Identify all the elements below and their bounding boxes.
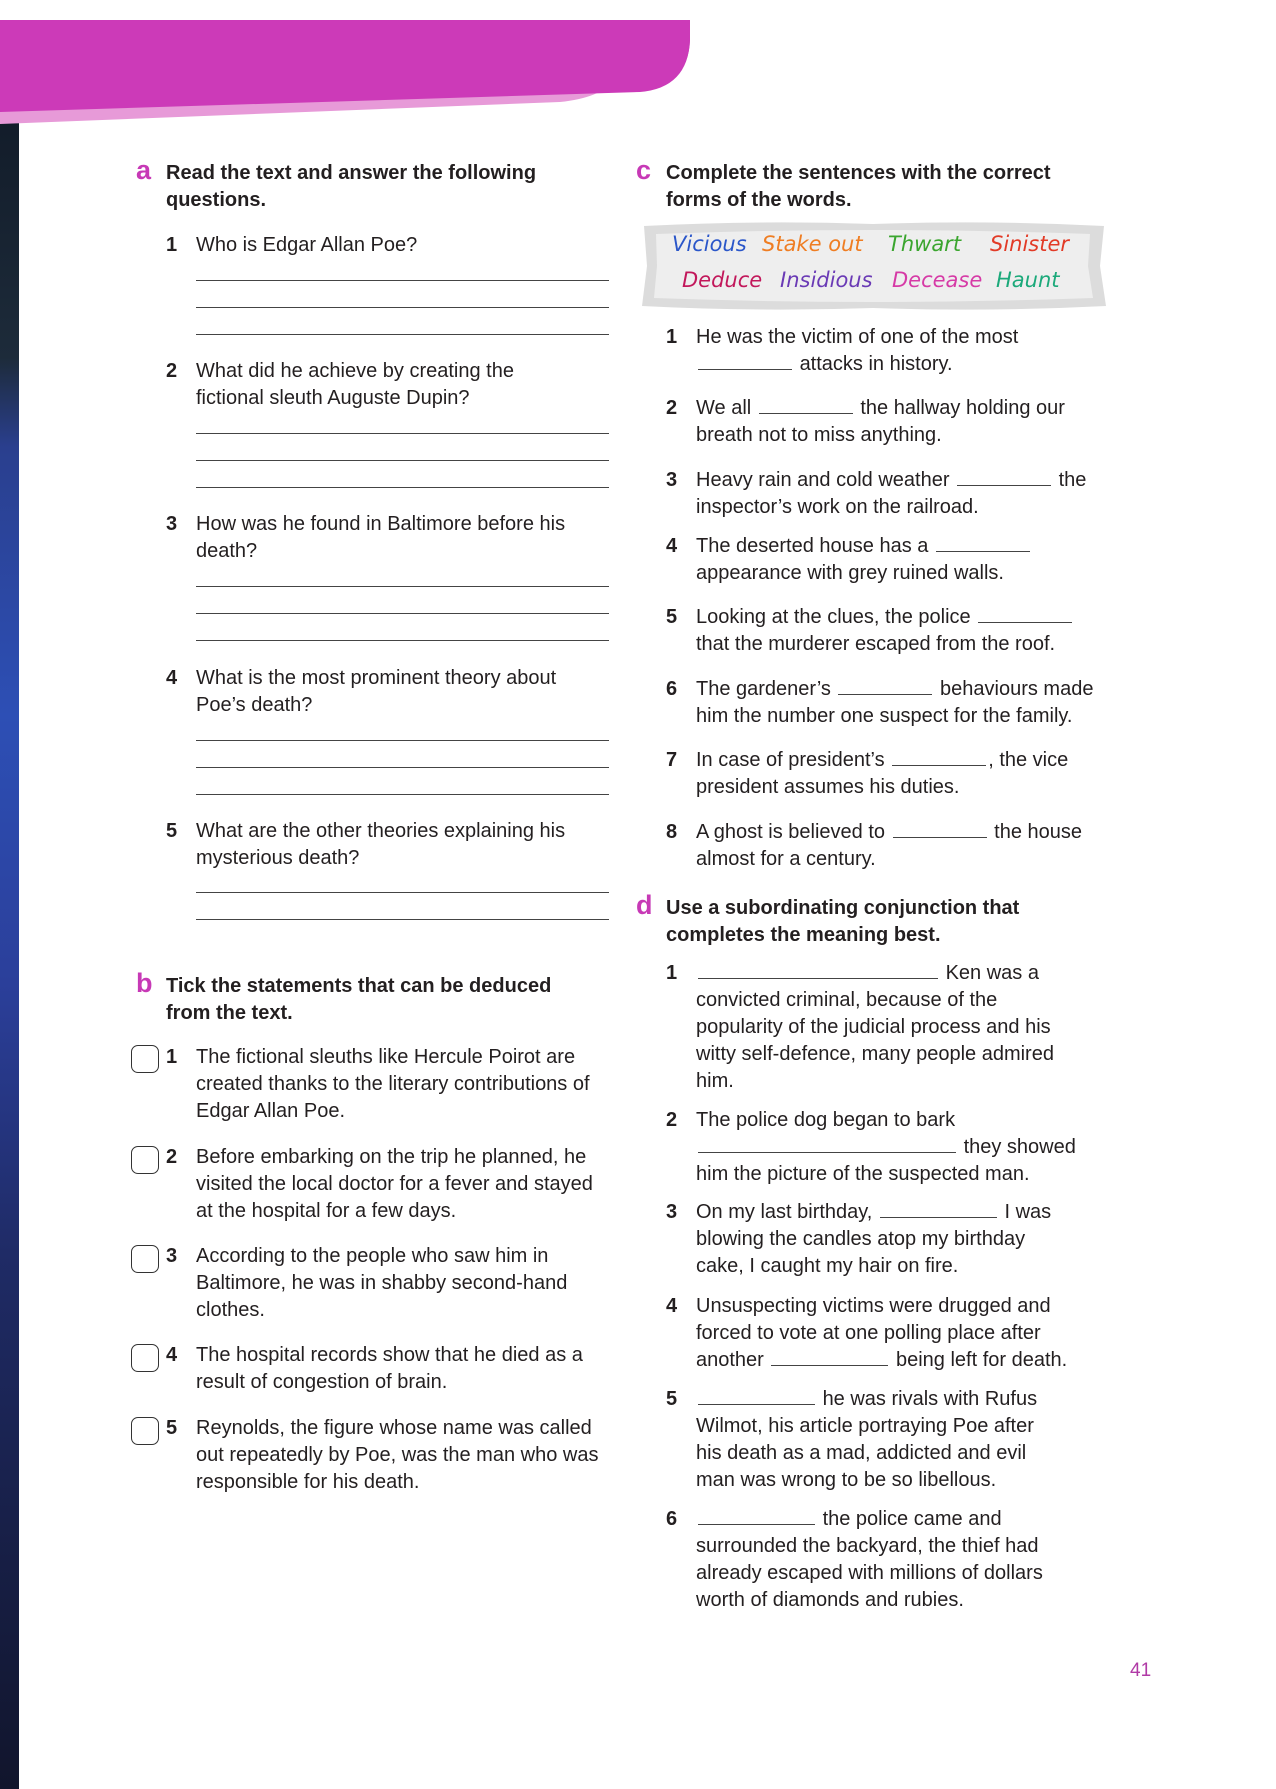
section-d-instruction: Use a subordinating conjunction that completes the meaning best. <box>666 897 1020 946</box>
section-d-letter: d <box>636 890 653 920</box>
answer-line[interactable] <box>196 586 609 587</box>
answer-line[interactable] <box>196 280 609 281</box>
section-a-heading <box>136 155 596 214</box>
tick-checkbox-2[interactable] <box>131 1146 159 1174</box>
answer-line[interactable] <box>196 487 609 488</box>
section-c-heading <box>636 155 1106 214</box>
fill-blank[interactable] <box>759 395 853 414</box>
left-edge-image-strip <box>0 0 19 1789</box>
fill-blank[interactable] <box>893 819 987 838</box>
section-b-instruction: Tick the statements that can be deduced from the text. <box>166 975 552 1024</box>
word-insidious: Insidious <box>780 268 873 292</box>
section-b-heading <box>136 968 596 1027</box>
answer-line[interactable] <box>196 740 609 741</box>
fill-blank[interactable] <box>936 533 1030 552</box>
answer-line[interactable] <box>196 640 609 641</box>
tick-checkbox-4[interactable] <box>131 1344 159 1372</box>
word-stake-out: Stake out <box>762 232 863 256</box>
fill-blank[interactable] <box>838 676 932 695</box>
tick-checkbox-5[interactable] <box>131 1417 159 1445</box>
section-a-letter: a <box>136 155 152 185</box>
section-d-heading <box>636 890 1106 949</box>
fill-blank[interactable] <box>880 1199 997 1218</box>
answer-line[interactable] <box>196 794 609 795</box>
fill-blank[interactable] <box>978 604 1072 623</box>
answer-line[interactable] <box>196 433 609 434</box>
section-c-letter: c <box>636 155 652 185</box>
section-b-letter: b <box>136 968 153 998</box>
word-vicious: Vicious <box>672 232 747 256</box>
fill-blank[interactable] <box>957 467 1051 486</box>
fill-blank[interactable] <box>698 960 938 979</box>
fill-blank[interactable] <box>698 1386 815 1405</box>
word-deduce: Deduce <box>682 268 763 292</box>
word-box-words <box>638 220 1108 312</box>
answer-line[interactable] <box>196 334 609 335</box>
section-c-instruction: Complete the sentences with the correct forms of the words. <box>666 162 1051 211</box>
fill-blank[interactable] <box>698 1506 815 1525</box>
header-banner <box>0 0 1276 130</box>
section-a-instruction: Read the text and answer the following questions. <box>166 162 537 211</box>
word-haunt: Haunt <box>996 268 1060 292</box>
answer-line[interactable] <box>196 892 609 893</box>
answer-line[interactable] <box>196 460 609 461</box>
answer-line[interactable] <box>196 767 609 768</box>
tick-checkbox-1[interactable] <box>131 1045 159 1073</box>
word-box <box>638 220 1108 312</box>
fill-blank[interactable] <box>771 1347 888 1366</box>
page-number: 41 <box>1130 1660 1152 1681</box>
fill-blank[interactable] <box>892 747 986 766</box>
answer-line[interactable] <box>196 613 609 614</box>
word-thwart: Thwart <box>888 232 962 256</box>
fill-blank[interactable] <box>698 351 792 370</box>
fill-blank[interactable] <box>698 1134 956 1153</box>
tick-checkbox-3[interactable] <box>131 1245 159 1273</box>
word-sinister: Sinister <box>990 232 1070 256</box>
word-decease: Decease <box>892 268 983 292</box>
answer-line[interactable] <box>196 919 609 920</box>
answer-line[interactable] <box>196 307 609 308</box>
